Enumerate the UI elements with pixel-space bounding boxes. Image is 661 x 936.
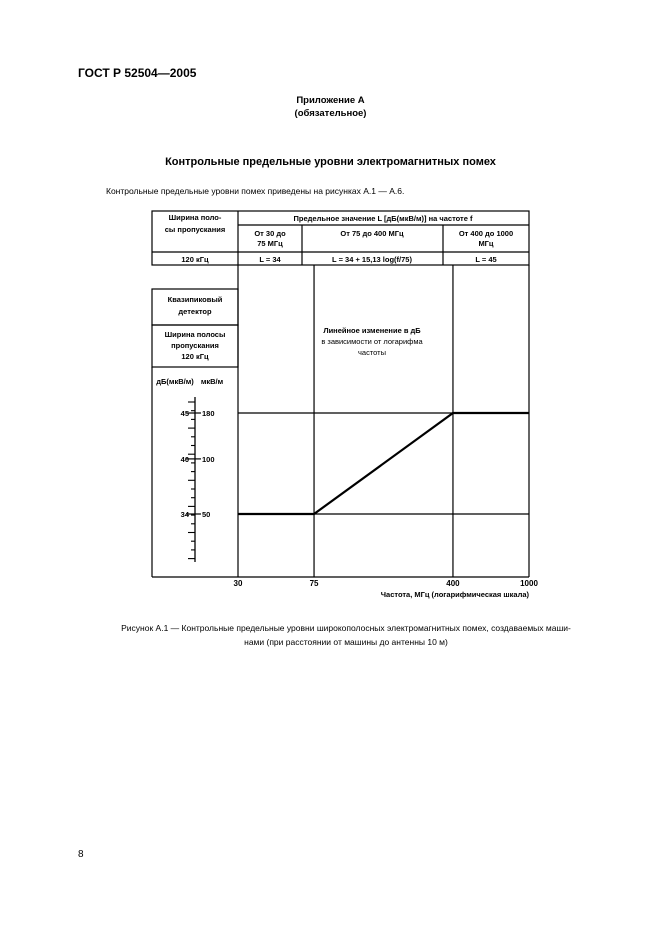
detector-label-1: Квазипиковый [167, 295, 223, 304]
table-formula1: L = 34 [259, 255, 281, 264]
annotation-line-3: частоты [357, 348, 387, 357]
appendix-title: Приложение А [296, 95, 365, 106]
intro-text: Контрольные предельные уровни помех приведены на рисунках А.1 — А.6. [106, 186, 405, 196]
y-tick-label-uv: 100 [202, 454, 215, 464]
unit-db-label: дБ(мкВ/м) [156, 377, 194, 386]
x-axis-title: Частота, МГц (логарифмическая шкала) [380, 590, 529, 599]
section-title: Контрольные предельные уровни электромагнитных помех [165, 156, 496, 168]
limit-line [238, 413, 529, 514]
y-tick-label-uv: 50 [202, 510, 211, 519]
chart-labels [181, 409, 539, 588]
bw-label-3: 120 кГц [181, 352, 209, 361]
y-tick-label-db: 45 [180, 409, 189, 418]
table-limit-header: Предельное значение L [дБ(мкВ/м)] на частоте f [293, 214, 473, 223]
y-tick-label-uv: 180 [202, 409, 215, 418]
bw-label-2: пропускания [171, 341, 219, 350]
chart-grid [238, 265, 529, 577]
x-tick-label: 400 [446, 579, 460, 588]
x-tick-label: 1000 [520, 579, 538, 588]
bw-label-1: Ширина полосы [164, 330, 226, 339]
x-tick-label: 75 [309, 579, 319, 588]
y-tick-label-db: 40 [180, 454, 189, 464]
y-axis-scale [186, 397, 201, 562]
table-band3-2: МГц [478, 239, 494, 248]
document-header: ГОСТ Р 52504—2005 [78, 66, 197, 80]
figure-caption [78, 621, 614, 649]
table-band1-1: От 30 до [254, 229, 286, 238]
page-number: 8 [78, 849, 84, 860]
appendix-kind: (обязательное) [294, 108, 367, 119]
table-bandwidth: 120 кГц [181, 255, 209, 264]
limit-series-line [238, 413, 529, 514]
table-formula3: L = 45 [475, 255, 497, 264]
table-band1-2: 75 МГц [257, 239, 283, 248]
y-tick-label-db: 34 [180, 510, 189, 519]
detector-label-2: детектор [178, 307, 212, 316]
table-col1-header-2: сы пропускания [164, 225, 226, 234]
caption-line-1: Рисунок А.1 — Контрольные предельные уровни широкополосных электромагнитных помех, создаваемых маши- [121, 623, 571, 633]
table-col1-header-1: Ширина поло- [168, 213, 222, 222]
x-tick-label: 30 [233, 579, 243, 588]
table-band3-1: От 400 до 1000 [458, 229, 514, 238]
annotation-line-2: в зависимости от логарифма [321, 337, 423, 346]
annotation-line-1: Линейное изменение в дБ [323, 326, 421, 335]
caption-line-2: нами (при расстоянии от машины до антенны 10 м) [244, 637, 448, 647]
table-formula2: L = 34 + 15,13 log(f/75) [332, 255, 412, 264]
unit-uv-label: мкВ/м [200, 377, 224, 386]
table-band2: От 75 до 400 МГц [340, 229, 404, 238]
